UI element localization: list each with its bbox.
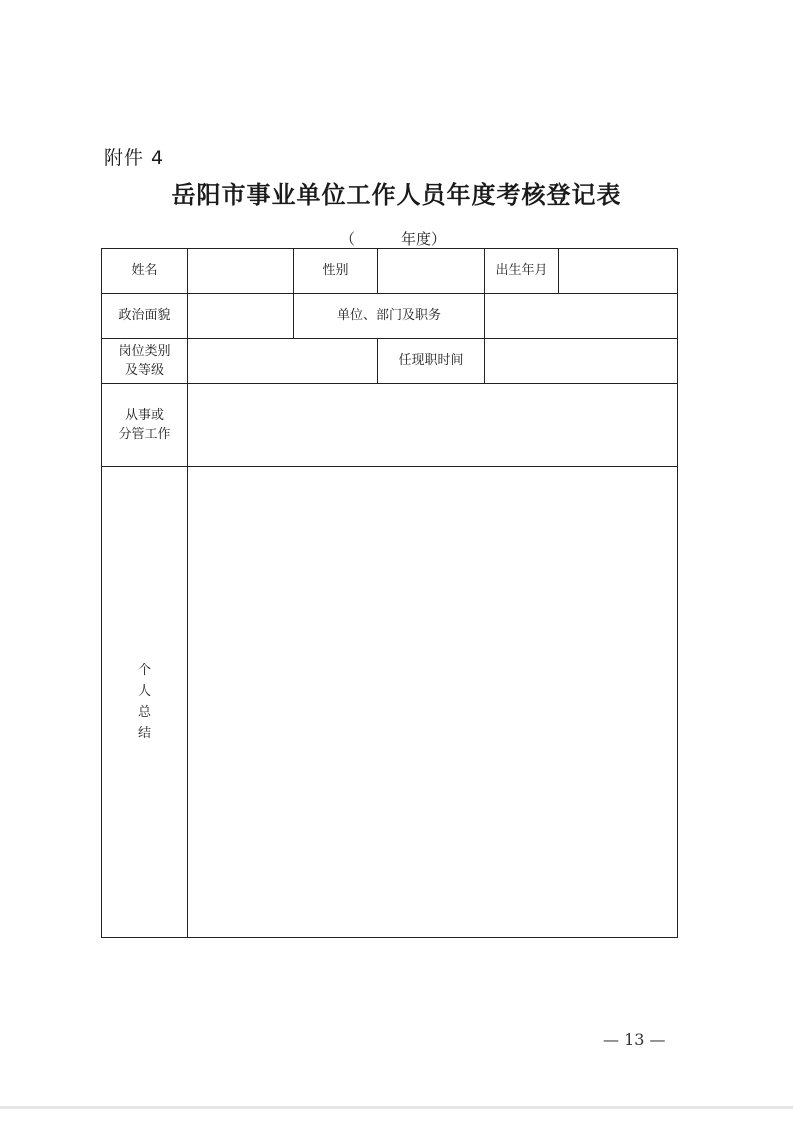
unit-label-cell: 单位、部门及职务	[294, 294, 485, 339]
political-field[interactable]	[188, 294, 294, 339]
appraisal-form-table	[101, 248, 678, 938]
summary-label-char: 个	[137, 663, 151, 678]
tenure-label-cell: 任现职时间	[378, 339, 485, 384]
year-open-paren: （	[340, 230, 356, 248]
gender-label-cell: 性别	[294, 249, 378, 294]
position-field[interactable]	[188, 339, 378, 384]
summary-label-char: 结	[137, 726, 151, 741]
form-row-political	[102, 294, 678, 339]
summary-label-cell	[102, 467, 188, 938]
position-label-cell	[102, 339, 188, 384]
form-row-summary	[102, 467, 678, 938]
unit-field[interactable]	[485, 294, 678, 339]
page-number: — 13 —	[603, 1030, 666, 1049]
summary-field[interactable]	[188, 467, 678, 938]
position-label-line2: 及等级	[124, 363, 164, 378]
summary-label-char: 人	[137, 684, 151, 699]
name-label-cell: 姓名	[102, 249, 188, 294]
work-label-line1: 从事或	[124, 407, 164, 423]
form-row-work	[102, 384, 678, 467]
name-field[interactable]	[188, 249, 294, 294]
summary-label-char: 总	[137, 705, 151, 720]
tenure-field[interactable]	[485, 339, 678, 384]
form-row-position	[102, 339, 678, 384]
year-line	[340, 228, 446, 249]
page-title: 岳阳市事业单位工作人员年度考核登记表	[171, 181, 622, 209]
work-label-line2: 分管工作	[118, 427, 171, 442]
birth-field[interactable]	[559, 249, 678, 294]
form-row-basic	[102, 249, 678, 294]
gender-field[interactable]	[378, 249, 485, 294]
work-label-cell	[102, 384, 188, 467]
year-label: 年度）	[401, 230, 447, 248]
work-field[interactable]	[188, 384, 678, 467]
position-label-line1: 岗位类别	[118, 343, 171, 359]
political-label-cell: 政治面貌	[102, 294, 188, 339]
birth-label-cell: 出生年月	[485, 249, 559, 294]
footer-rule	[0, 1106, 793, 1109]
attachment-label: 附件 4	[104, 147, 165, 169]
